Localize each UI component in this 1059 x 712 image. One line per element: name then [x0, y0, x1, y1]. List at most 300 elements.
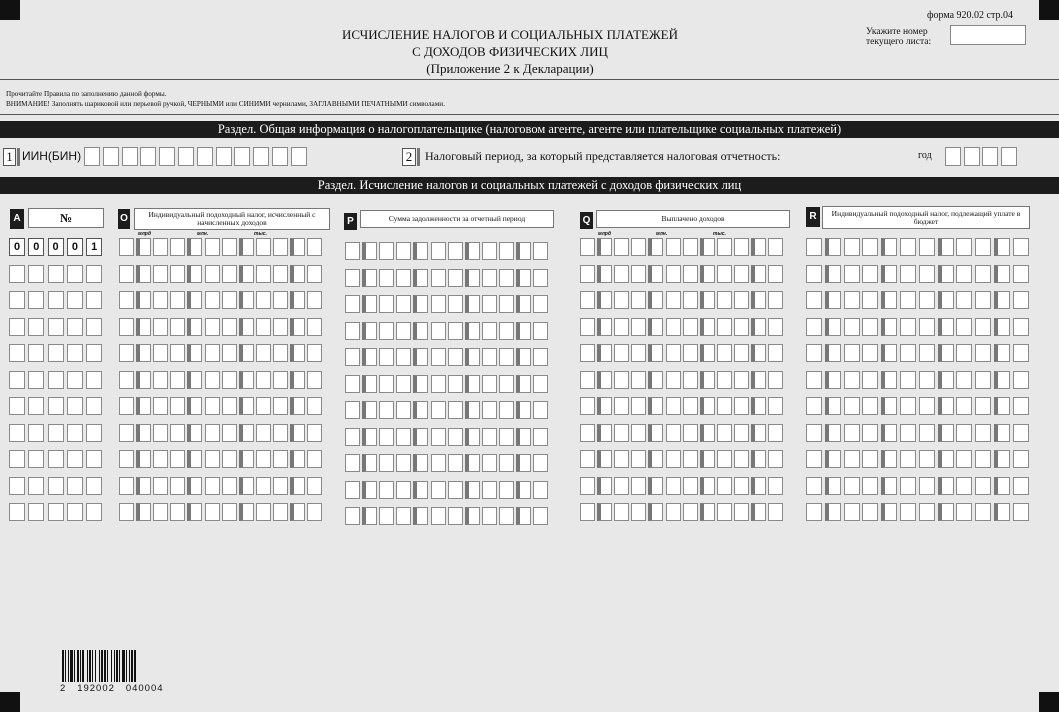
ipn-calculated-cell[interactable] — [273, 477, 288, 495]
debt-amount-cell[interactable] — [499, 375, 514, 393]
income-paid-cell[interactable] — [700, 265, 715, 283]
ipn-calculated-cell[interactable] — [307, 477, 322, 495]
ipn-calculated-cell[interactable] — [290, 371, 305, 389]
ipn-payable-cell[interactable] — [956, 265, 972, 283]
row-number-cell[interactable] — [9, 503, 25, 521]
row-number-cell[interactable] — [86, 503, 102, 521]
ipn-payable-cell[interactable] — [994, 477, 1010, 495]
income-paid-cell[interactable] — [597, 424, 612, 442]
income-paid-cell[interactable] — [751, 450, 766, 468]
ipn-calculated-cell[interactable] — [239, 291, 254, 309]
debt-amount-cell[interactable] — [516, 507, 531, 525]
iin-digit-cell[interactable] — [272, 147, 288, 166]
debt-amount-cell[interactable] — [448, 348, 463, 366]
ipn-calculated-cell[interactable] — [307, 238, 322, 256]
debt-amount-cell[interactable] — [413, 269, 428, 287]
debt-amount-cell[interactable] — [345, 481, 360, 499]
debt-amount-cell[interactable] — [345, 507, 360, 525]
ipn-payable-cell[interactable] — [956, 503, 972, 521]
ipn-payable-cell[interactable] — [862, 238, 878, 256]
row-number-cell[interactable] — [67, 291, 83, 309]
ipn-payable-cell[interactable] — [844, 344, 860, 362]
ipn-calculated-cell[interactable] — [273, 291, 288, 309]
ipn-calculated-cell[interactable] — [136, 424, 151, 442]
row-number-cell[interactable] — [48, 265, 64, 283]
income-paid-cell[interactable] — [683, 477, 698, 495]
income-paid-cell[interactable] — [614, 344, 629, 362]
ipn-payable-cell[interactable] — [900, 397, 916, 415]
income-paid-cell[interactable] — [717, 397, 732, 415]
debt-amount-cell[interactable] — [413, 454, 428, 472]
debt-amount-cell[interactable] — [448, 242, 463, 260]
debt-amount-cell[interactable] — [362, 375, 377, 393]
income-paid-cell[interactable] — [683, 371, 698, 389]
ipn-payable-cell[interactable] — [862, 477, 878, 495]
income-paid-cell[interactable] — [597, 477, 612, 495]
ipn-payable-cell[interactable] — [881, 450, 897, 468]
income-paid-cell[interactable] — [648, 397, 663, 415]
ipn-calculated-cell[interactable] — [187, 265, 202, 283]
ipn-payable-cell[interactable] — [1013, 265, 1029, 283]
debt-amount-cell[interactable] — [345, 295, 360, 313]
debt-amount-cell[interactable] — [379, 269, 394, 287]
ipn-calculated-cell[interactable] — [239, 503, 254, 521]
income-paid-cell[interactable] — [734, 424, 749, 442]
ipn-payable-cell[interactable] — [900, 265, 916, 283]
iin-digit-cell[interactable] — [253, 147, 269, 166]
income-paid-cell[interactable] — [614, 291, 629, 309]
ipn-calculated-cell[interactable] — [222, 477, 237, 495]
row-number-cell[interactable] — [67, 424, 83, 442]
ipn-calculated-cell[interactable] — [153, 238, 168, 256]
ipn-calculated-cell[interactable] — [205, 424, 220, 442]
income-paid-cell[interactable] — [768, 477, 783, 495]
ipn-payable-cell[interactable] — [938, 397, 954, 415]
debt-amount-cell[interactable] — [482, 507, 497, 525]
row-number-cell[interactable] — [9, 344, 25, 362]
debt-amount-cell[interactable] — [431, 401, 446, 419]
ipn-payable-cell[interactable] — [825, 344, 841, 362]
ipn-payable-cell[interactable] — [956, 291, 972, 309]
ipn-calculated-cell[interactable] — [187, 477, 202, 495]
ipn-payable-cell[interactable] — [862, 450, 878, 468]
ipn-calculated-cell[interactable] — [273, 238, 288, 256]
ipn-payable-cell[interactable] — [956, 318, 972, 336]
debt-amount-cell[interactable] — [448, 295, 463, 313]
sheet-number-field[interactable] — [950, 25, 1026, 45]
income-paid-cell[interactable] — [666, 265, 681, 283]
ipn-payable-cell[interactable] — [956, 238, 972, 256]
row-number-cell[interactable] — [28, 344, 44, 362]
debt-amount-cell[interactable] — [465, 322, 480, 340]
debt-amount-cell[interactable] — [533, 322, 548, 340]
debt-amount-cell[interactable] — [362, 242, 377, 260]
debt-amount-cell[interactable] — [413, 375, 428, 393]
ipn-calculated-cell[interactable] — [136, 344, 151, 362]
ipn-calculated-cell[interactable] — [256, 503, 271, 521]
ipn-calculated-cell[interactable] — [290, 238, 305, 256]
debt-amount-cell[interactable] — [362, 454, 377, 472]
ipn-payable-cell[interactable] — [881, 397, 897, 415]
income-paid-cell[interactable] — [666, 318, 681, 336]
debt-amount-cell[interactable] — [465, 481, 480, 499]
income-paid-cell[interactable] — [734, 318, 749, 336]
income-paid-cell[interactable] — [631, 397, 646, 415]
ipn-payable-cell[interactable] — [844, 371, 860, 389]
ipn-payable-cell[interactable] — [919, 371, 935, 389]
debt-amount-cell[interactable] — [482, 375, 497, 393]
debt-amount-cell[interactable] — [345, 375, 360, 393]
income-paid-cell[interactable] — [751, 397, 766, 415]
debt-amount-cell[interactable] — [499, 242, 514, 260]
income-paid-cell[interactable] — [597, 344, 612, 362]
row-number-cell[interactable] — [28, 265, 44, 283]
income-paid-cell[interactable] — [700, 291, 715, 309]
debt-amount-cell[interactable] — [516, 348, 531, 366]
debt-amount-cell[interactable] — [379, 295, 394, 313]
ipn-calculated-cell[interactable] — [273, 503, 288, 521]
ipn-calculated-cell[interactable] — [222, 503, 237, 521]
ipn-calculated-cell[interactable] — [136, 238, 151, 256]
row-number-cell[interactable] — [48, 344, 64, 362]
ipn-calculated-cell[interactable] — [170, 291, 185, 309]
ipn-calculated-cell[interactable] — [290, 291, 305, 309]
ipn-calculated-cell[interactable] — [307, 344, 322, 362]
debt-amount-cell[interactable] — [379, 428, 394, 446]
income-paid-cell[interactable] — [666, 450, 681, 468]
ipn-payable-cell[interactable] — [881, 477, 897, 495]
debt-amount-cell[interactable] — [396, 348, 411, 366]
income-paid-cell[interactable] — [717, 450, 732, 468]
ipn-payable-cell[interactable] — [938, 371, 954, 389]
income-paid-cell[interactable] — [700, 344, 715, 362]
income-paid-cell[interactable] — [751, 503, 766, 521]
ipn-payable-cell[interactable] — [900, 424, 916, 442]
row-number-cell[interactable] — [28, 318, 44, 336]
iin-digit-cell[interactable] — [178, 147, 194, 166]
debt-amount-cell[interactable] — [533, 454, 548, 472]
row-number-cell[interactable] — [67, 450, 83, 468]
ipn-calculated-cell[interactable] — [170, 238, 185, 256]
row-number-cell[interactable] — [67, 265, 83, 283]
ipn-calculated-cell[interactable] — [119, 371, 134, 389]
ipn-calculated-cell[interactable] — [290, 450, 305, 468]
ipn-payable-cell[interactable] — [956, 450, 972, 468]
debt-amount-cell[interactable] — [396, 428, 411, 446]
ipn-payable-cell[interactable] — [900, 477, 916, 495]
ipn-calculated-cell[interactable] — [170, 503, 185, 521]
income-paid-cell[interactable] — [700, 450, 715, 468]
ipn-calculated-cell[interactable] — [205, 291, 220, 309]
ipn-calculated-cell[interactable] — [222, 291, 237, 309]
ipn-calculated-cell[interactable] — [153, 318, 168, 336]
ipn-payable-cell[interactable] — [1013, 238, 1029, 256]
ipn-payable-cell[interactable] — [825, 503, 841, 521]
income-paid-cell[interactable] — [580, 424, 595, 442]
ipn-calculated-cell[interactable] — [153, 344, 168, 362]
ipn-calculated-cell[interactable] — [256, 238, 271, 256]
ipn-payable-cell[interactable] — [919, 344, 935, 362]
debt-amount-cell[interactable] — [345, 269, 360, 287]
income-paid-cell[interactable] — [631, 238, 646, 256]
debt-amount-cell[interactable] — [516, 242, 531, 260]
ipn-payable-cell[interactable] — [900, 238, 916, 256]
year-digit-cell[interactable] — [964, 147, 980, 166]
income-paid-cell[interactable] — [768, 397, 783, 415]
ipn-payable-cell[interactable] — [938, 424, 954, 442]
ipn-payable-cell[interactable] — [938, 477, 954, 495]
income-paid-cell[interactable] — [700, 397, 715, 415]
ipn-calculated-cell[interactable] — [307, 291, 322, 309]
row-number-cell[interactable] — [67, 503, 83, 521]
income-paid-cell[interactable] — [734, 477, 749, 495]
ipn-calculated-cell[interactable] — [136, 265, 151, 283]
income-paid-cell[interactable] — [751, 265, 766, 283]
income-paid-cell[interactable] — [734, 238, 749, 256]
ipn-payable-cell[interactable] — [938, 238, 954, 256]
row-number-cell[interactable] — [67, 477, 83, 495]
income-paid-cell[interactable] — [717, 371, 732, 389]
ipn-calculated-cell[interactable] — [256, 424, 271, 442]
income-paid-cell[interactable] — [734, 450, 749, 468]
ipn-payable-cell[interactable] — [956, 371, 972, 389]
ipn-calculated-cell[interactable] — [187, 397, 202, 415]
income-paid-cell[interactable] — [597, 318, 612, 336]
income-paid-cell[interactable] — [768, 450, 783, 468]
income-paid-cell[interactable] — [734, 503, 749, 521]
row-number-cell[interactable] — [28, 503, 44, 521]
debt-amount-cell[interactable] — [379, 481, 394, 499]
debt-amount-cell[interactable] — [431, 454, 446, 472]
debt-amount-cell[interactable] — [362, 401, 377, 419]
debt-amount-cell[interactable] — [448, 375, 463, 393]
debt-amount-cell[interactable] — [516, 375, 531, 393]
ipn-payable-cell[interactable] — [881, 371, 897, 389]
income-paid-cell[interactable] — [734, 371, 749, 389]
ipn-calculated-cell[interactable] — [205, 344, 220, 362]
debt-amount-cell[interactable] — [379, 454, 394, 472]
row-number-cell[interactable] — [9, 291, 25, 309]
ipn-payable-cell[interactable] — [862, 424, 878, 442]
ipn-payable-cell[interactable] — [938, 450, 954, 468]
debt-amount-cell[interactable] — [516, 269, 531, 287]
income-paid-cell[interactable] — [631, 344, 646, 362]
income-paid-cell[interactable] — [683, 503, 698, 521]
debt-amount-cell[interactable] — [362, 269, 377, 287]
income-paid-cell[interactable] — [666, 371, 681, 389]
row-number-cell[interactable] — [9, 265, 25, 283]
debt-amount-cell[interactable] — [533, 269, 548, 287]
ipn-calculated-cell[interactable] — [153, 371, 168, 389]
debt-amount-cell[interactable] — [345, 428, 360, 446]
ipn-payable-cell[interactable] — [862, 503, 878, 521]
ipn-payable-cell[interactable] — [994, 291, 1010, 309]
income-paid-cell[interactable] — [597, 291, 612, 309]
ipn-calculated-cell[interactable] — [307, 450, 322, 468]
ipn-payable-cell[interactable] — [919, 450, 935, 468]
ipn-payable-cell[interactable] — [919, 424, 935, 442]
debt-amount-cell[interactable] — [465, 269, 480, 287]
ipn-payable-cell[interactable] — [844, 397, 860, 415]
ipn-calculated-cell[interactable] — [222, 397, 237, 415]
debt-amount-cell[interactable] — [431, 428, 446, 446]
debt-amount-cell[interactable] — [533, 295, 548, 313]
income-paid-cell[interactable] — [717, 477, 732, 495]
income-paid-cell[interactable] — [580, 238, 595, 256]
ipn-calculated-cell[interactable] — [187, 371, 202, 389]
ipn-payable-cell[interactable] — [1013, 424, 1029, 442]
income-paid-cell[interactable] — [683, 238, 698, 256]
row-number-cell[interactable] — [28, 397, 44, 415]
debt-amount-cell[interactable] — [448, 454, 463, 472]
debt-amount-cell[interactable] — [482, 481, 497, 499]
ipn-calculated-cell[interactable] — [136, 371, 151, 389]
ipn-payable-cell[interactable] — [994, 371, 1010, 389]
income-paid-cell[interactable] — [683, 397, 698, 415]
ipn-calculated-cell[interactable] — [170, 424, 185, 442]
debt-amount-cell[interactable] — [413, 507, 428, 525]
ipn-calculated-cell[interactable] — [136, 477, 151, 495]
row-number-cell[interactable] — [48, 318, 64, 336]
income-paid-cell[interactable] — [683, 344, 698, 362]
income-paid-cell[interactable] — [614, 450, 629, 468]
ipn-payable-cell[interactable] — [1013, 291, 1029, 309]
ipn-calculated-cell[interactable] — [222, 344, 237, 362]
ipn-calculated-cell[interactable] — [307, 503, 322, 521]
ipn-calculated-cell[interactable] — [290, 424, 305, 442]
income-paid-cell[interactable] — [666, 397, 681, 415]
row-number-cell[interactable] — [67, 397, 83, 415]
ipn-payable-cell[interactable] — [806, 450, 822, 468]
ipn-calculated-cell[interactable] — [273, 265, 288, 283]
income-paid-cell[interactable] — [580, 503, 595, 521]
income-paid-cell[interactable] — [597, 238, 612, 256]
row-number-cell[interactable] — [9, 424, 25, 442]
debt-amount-cell[interactable] — [396, 269, 411, 287]
ipn-payable-cell[interactable] — [919, 238, 935, 256]
ipn-payable-cell[interactable] — [994, 238, 1010, 256]
ipn-calculated-cell[interactable] — [119, 344, 134, 362]
ipn-calculated-cell[interactable] — [307, 318, 322, 336]
ipn-payable-cell[interactable] — [900, 344, 916, 362]
income-paid-cell[interactable] — [700, 371, 715, 389]
debt-amount-cell[interactable] — [413, 428, 428, 446]
debt-amount-cell[interactable] — [465, 242, 480, 260]
debt-amount-cell[interactable] — [413, 242, 428, 260]
ipn-payable-cell[interactable] — [806, 397, 822, 415]
debt-amount-cell[interactable] — [516, 481, 531, 499]
ipn-payable-cell[interactable] — [956, 397, 972, 415]
ipn-calculated-cell[interactable] — [187, 503, 202, 521]
ipn-calculated-cell[interactable] — [170, 397, 185, 415]
debt-amount-cell[interactable] — [431, 507, 446, 525]
ipn-payable-cell[interactable] — [994, 424, 1010, 442]
ipn-calculated-cell[interactable] — [136, 291, 151, 309]
ipn-calculated-cell[interactable] — [222, 424, 237, 442]
ipn-calculated-cell[interactable] — [205, 477, 220, 495]
income-paid-cell[interactable] — [648, 424, 663, 442]
ipn-calculated-cell[interactable] — [170, 371, 185, 389]
ipn-payable-cell[interactable] — [806, 371, 822, 389]
ipn-calculated-cell[interactable] — [256, 397, 271, 415]
income-paid-cell[interactable] — [648, 450, 663, 468]
ipn-calculated-cell[interactable] — [187, 344, 202, 362]
row-number-cell[interactable] — [67, 318, 83, 336]
ipn-payable-cell[interactable] — [938, 344, 954, 362]
ipn-calculated-cell[interactable] — [256, 477, 271, 495]
row-number-cell[interactable] — [48, 397, 64, 415]
income-paid-cell[interactable] — [768, 503, 783, 521]
ipn-payable-cell[interactable] — [938, 503, 954, 521]
ipn-calculated-cell[interactable] — [222, 265, 237, 283]
debt-amount-cell[interactable] — [431, 269, 446, 287]
income-paid-cell[interactable] — [683, 424, 698, 442]
ipn-payable-cell[interactable] — [975, 503, 991, 521]
ipn-payable-cell[interactable] — [806, 291, 822, 309]
income-paid-cell[interactable] — [751, 238, 766, 256]
ipn-payable-cell[interactable] — [975, 344, 991, 362]
ipn-calculated-cell[interactable] — [239, 450, 254, 468]
ipn-payable-cell[interactable] — [844, 238, 860, 256]
debt-amount-cell[interactable] — [345, 242, 360, 260]
ipn-payable-cell[interactable] — [1013, 477, 1029, 495]
ipn-calculated-cell[interactable] — [256, 450, 271, 468]
debt-amount-cell[interactable] — [396, 322, 411, 340]
row-number-cell[interactable] — [28, 291, 44, 309]
debt-amount-cell[interactable] — [465, 507, 480, 525]
ipn-payable-cell[interactable] — [956, 477, 972, 495]
ipn-calculated-cell[interactable] — [119, 424, 134, 442]
ipn-calculated-cell[interactable] — [307, 424, 322, 442]
ipn-payable-cell[interactable] — [900, 450, 916, 468]
iin-digit-cell[interactable] — [140, 147, 156, 166]
debt-amount-cell[interactable] — [499, 295, 514, 313]
ipn-payable-cell[interactable] — [919, 503, 935, 521]
row-number-cell[interactable] — [48, 450, 64, 468]
debt-amount-cell[interactable] — [533, 375, 548, 393]
ipn-calculated-cell[interactable] — [307, 371, 322, 389]
ipn-payable-cell[interactable] — [975, 371, 991, 389]
income-paid-cell[interactable] — [580, 371, 595, 389]
ipn-payable-cell[interactable] — [881, 238, 897, 256]
ipn-payable-cell[interactable] — [1013, 450, 1029, 468]
row-number-cell[interactable] — [86, 318, 102, 336]
ipn-payable-cell[interactable] — [1013, 503, 1029, 521]
ipn-payable-cell[interactable] — [806, 344, 822, 362]
income-paid-cell[interactable] — [580, 397, 595, 415]
ipn-payable-cell[interactable] — [975, 397, 991, 415]
ipn-calculated-cell[interactable] — [170, 344, 185, 362]
income-paid-cell[interactable] — [717, 265, 732, 283]
income-paid-cell[interactable] — [734, 397, 749, 415]
debt-amount-cell[interactable] — [413, 481, 428, 499]
income-paid-cell[interactable] — [597, 371, 612, 389]
ipn-calculated-cell[interactable] — [119, 503, 134, 521]
ipn-payable-cell[interactable] — [919, 265, 935, 283]
income-paid-cell[interactable] — [631, 424, 646, 442]
debt-amount-cell[interactable] — [448, 401, 463, 419]
income-paid-cell[interactable] — [631, 318, 646, 336]
ipn-payable-cell[interactable] — [825, 291, 841, 309]
income-paid-cell[interactable] — [768, 291, 783, 309]
income-paid-cell[interactable] — [648, 318, 663, 336]
ipn-calculated-cell[interactable] — [170, 450, 185, 468]
ipn-calculated-cell[interactable] — [205, 371, 220, 389]
debt-amount-cell[interactable] — [379, 507, 394, 525]
debt-amount-cell[interactable] — [499, 454, 514, 472]
income-paid-cell[interactable] — [751, 344, 766, 362]
income-paid-cell[interactable] — [648, 477, 663, 495]
